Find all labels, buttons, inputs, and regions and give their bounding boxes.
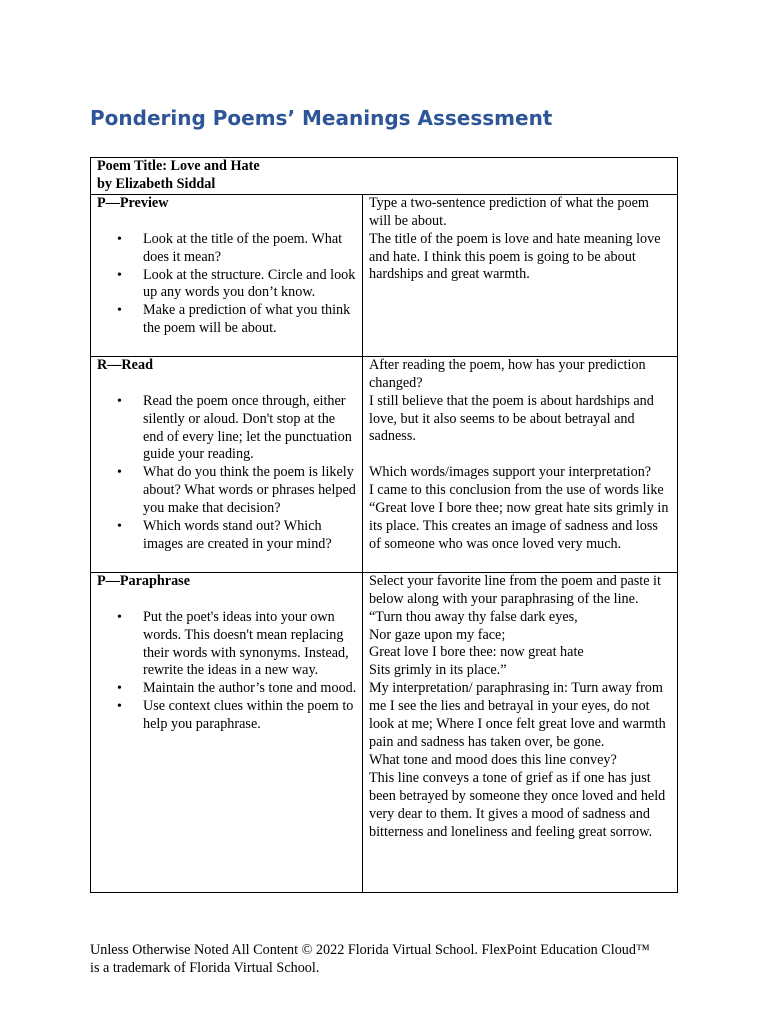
preview-row <box>91 194 678 356</box>
paraphrase-response-cell[interactable] <box>363 572 678 892</box>
response-line: After reading the poem, how has your prediction changed? <box>369 356 646 391</box>
read-instructions-cell <box>91 356 363 572</box>
list-item: • Use context clues within the poem to help you paraphrase. <box>143 698 358 734</box>
read-bullet-list <box>97 393 358 554</box>
response-line: This line conveys a tone of grief as if one has just been betrayed by someone they once loved and held very dear to them. It gives a mood of sadness and bitterness and loneliness and feeling great sorrow. <box>369 769 666 840</box>
list-item: • Maintain the author’s tone and mood. <box>143 680 358 698</box>
list-item: • Make a prediction of what you think the poem will be about. <box>143 302 358 338</box>
response-line: The title of the poem is love and hate meaning love and hate. I think this poem is going to be about hardships and great warmth. <box>369 230 661 283</box>
poem-header-cell <box>91 158 678 195</box>
response-line: Select your favorite line from the poem and paste it below along with your paraphrasing of the line. <box>369 572 661 607</box>
list-item: • Put the poet's ideas into your own words. This doesn't mean replacing their words with synonyms. Instead, rewrite the ideas in a new way. <box>143 609 358 681</box>
poem-author: by Elizabeth Siddal <box>97 175 216 192</box>
section-heading: P—Preview <box>97 194 169 211</box>
response-line: I came to this conclusion from the use of words like “Great love I bore thee; now great hate sits grimly in its place. This creates an image of sadness and loss of someone who was once loved very much. <box>369 482 669 552</box>
list-item: • Which words stand out? Which images are created in your mind? <box>143 518 358 554</box>
response-line: Type a two-sentence prediction of what the poem will be about. <box>369 194 649 229</box>
assessment-table <box>90 157 678 893</box>
paraphrase-instructions-cell <box>91 572 363 892</box>
paraphrase-bullet-list <box>97 609 358 734</box>
read-response-cell[interactable] <box>363 356 678 572</box>
poem-quote-line: Great love I bore thee: now great hate <box>369 644 584 661</box>
response-line: What tone and mood does this line convey? <box>369 751 617 768</box>
poem-quote-line: Sits grimly in its place.” <box>369 662 507 679</box>
preview-instructions-cell <box>91 194 363 356</box>
read-row <box>91 356 678 572</box>
poem-title: Poem Title: Love and Hate <box>97 158 260 174</box>
list-item: • Look at the title of the poem. What does it mean? <box>143 231 358 267</box>
preview-bullet-list <box>97 231 358 338</box>
poem-quote-line: “Turn thou away thy false dark eyes, <box>369 608 578 625</box>
poem-quote-line: Nor gaze upon my face; <box>369 626 506 643</box>
response-line: I still believe that the poem is about hardships and love, but it also seems to be about betrayal and sadness. <box>369 392 654 445</box>
section-heading: R—Read <box>97 356 153 373</box>
response-line: My interpretation/ paraphrasing in: Turn away from me I see the lies and betrayal in your eyes, do not look at me; Where I once felt great love and warmth pain and sadness has taken over, be gone. <box>369 680 666 750</box>
paraphrase-row <box>91 572 678 892</box>
blank-line <box>369 446 673 464</box>
preview-response-cell[interactable] <box>363 194 678 356</box>
list-item: • What do you think the poem is likely about? What words or phrases helped you make that decision? <box>143 464 358 518</box>
section-heading: P—Paraphrase <box>97 572 190 589</box>
copyright-footer: Unless Otherwise Noted All Content © 2022 Florida Virtual School. FlexPoint Education Cloud™ is a trademark of Florida Virtual School. <box>90 942 650 976</box>
response-line: Which words/images support your interpretation? <box>369 464 652 481</box>
page-title: Pondering Poems’ Meanings Assessment <box>90 106 553 130</box>
list-item: • Read the poem once through, either silently or aloud. Don't stop at the end of every line; let the punctuation guide your reading. <box>143 393 358 465</box>
list-item: • Look at the structure. Circle and look up any words you don’t know. <box>143 267 358 303</box>
poem-header-row <box>91 158 678 195</box>
